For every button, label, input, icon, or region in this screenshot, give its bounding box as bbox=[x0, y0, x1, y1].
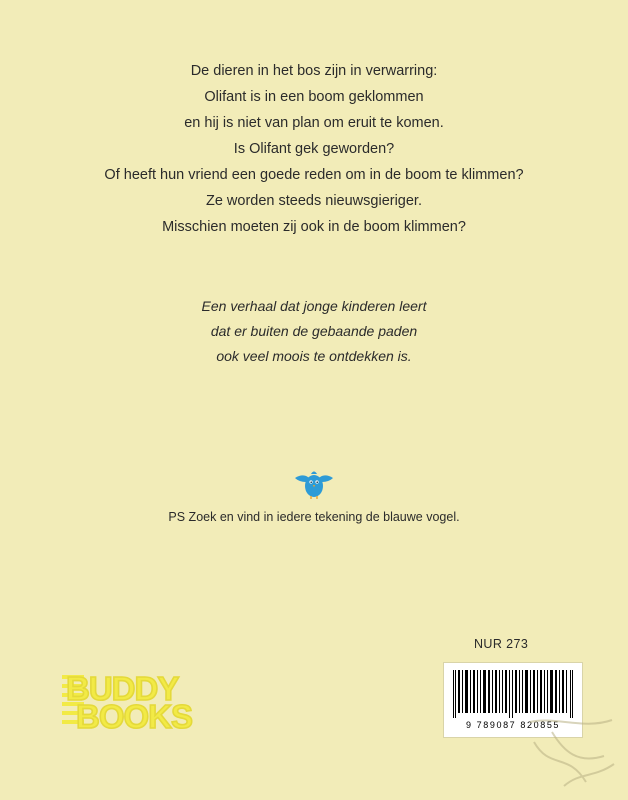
nur-code: NUR 273 bbox=[474, 637, 529, 651]
blurb-line: Misschien moeten zij ook in de boom klimmen? bbox=[162, 219, 466, 235]
blurb-line: Of heeft hun vriend een goede reden om in de boom te klimmen? bbox=[104, 167, 524, 183]
corner-scribble-icon bbox=[524, 712, 620, 794]
blurb-line: Is Olifant gek geworden? bbox=[233, 141, 395, 157]
blurb-paragraph bbox=[0, 58, 628, 240]
blurb-line: Olifant is in een boom geklommen bbox=[204, 89, 424, 105]
blurb-line: Ze worden steeds nieuwsgieriger. bbox=[205, 193, 422, 209]
italic-blurb-line: Een verhaal dat jonge kinderen leert bbox=[201, 298, 427, 314]
logo-line-books: BOOKS bbox=[76, 698, 193, 735]
blurb-line: en hij is niet van plan om eruit te komen. bbox=[184, 115, 444, 131]
logo-line-buddy: BUDDY bbox=[66, 670, 179, 707]
italic-blurb-line: dat er buiten de gebaande paden bbox=[210, 323, 418, 339]
barcode-bars bbox=[452, 670, 576, 718]
ps-note: PS Zoek en vind in iedere tekening de blauwe vogel. bbox=[168, 510, 460, 524]
blue-bird-icon bbox=[293, 466, 335, 500]
italic-blurb-line: ook veel moois te ontdekken is. bbox=[216, 348, 412, 364]
barcode-number: 9 789087 820855 bbox=[465, 720, 561, 730]
bird-illustration-wrap bbox=[0, 466, 628, 505]
italic-blurb-paragraph bbox=[0, 294, 628, 369]
blurb-line: De dieren in het bos zijn in verwarring: bbox=[190, 63, 438, 79]
publisher-logo bbox=[62, 672, 197, 738]
